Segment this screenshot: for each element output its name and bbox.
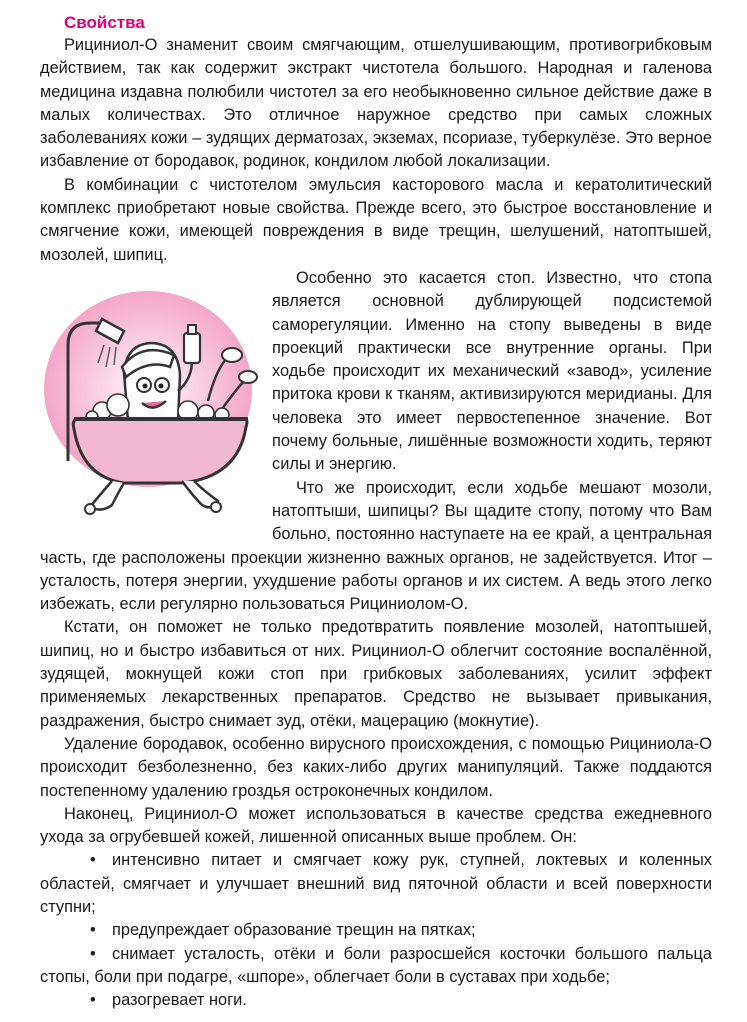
bullet-icon: • bbox=[90, 851, 96, 870]
bathtub-character-icon bbox=[32, 271, 264, 535]
bathtub bbox=[73, 419, 247, 483]
article bbox=[40, 12, 712, 1012]
bullet-icon: • bbox=[90, 921, 96, 940]
section-heading: Свойства bbox=[64, 13, 145, 32]
bottle-icon bbox=[184, 333, 200, 363]
bathtub-illustration bbox=[32, 271, 264, 535]
list-item: • разогревает ноги. bbox=[40, 989, 712, 1012]
benefits-list bbox=[40, 849, 712, 1012]
paragraph-3: Особенно это касается стоп. Известно, что стопа является основной дублирующей подсистемой саморегуляции. Именно на стопу выведены в виде проекций практически все внутренние органы. При ходьбе происходит их механический «завод», усиление притока крови к тканям, активизируются меридианы. Для человека это имеет первостепенное значение. Вот почему больные, лишённые возможности ходить, теряют силы и энергию. bbox=[272, 268, 712, 474]
bullet-icon: • bbox=[90, 991, 96, 1010]
list-item: • снимает усталость, отёки и боли разросшейся косточки большого пальца стопы, боли при подагре, «шпоре», облегчает боли в суставах при ходьбе; bbox=[40, 944, 712, 986]
paragraph-4: Что же происходит, если ходьбе мешают мозоли, натоптыши, шипицы? Вы щадите стопу, потому что Вам больно, постоянно наступаете на ее край, а центральная часть, где расположены проекции жизненно важных органов, не задействуется. Итог – усталость, потеря энергии, ухудшение работы органов и их систем. А ведь этого легко избежать, если регулярно пользоваться Рициниолом-О. bbox=[40, 478, 712, 614]
paragraph-1: Рициниол-О знаменит своим смягчающим, отшелушивающим, противогрибковым действием, так как содержит экстракт чистотела большого. Народная и галенова медицина издавна полюбили чистотел за его необыкновенно сильное действие даже в малых количествах. Это отличное наружное средство при самых сложных заболеваниях кожи – зудящих дерматозах, экземах, псориазе, туберкулёзе. Это верное избавление от бородавок, родинок, кондилом любой локализации. bbox=[40, 36, 712, 171]
paragraph-5: Кстати, он поможет не только предотвратить появление мозолей, натоптышей, шипиц, но и быстро избавиться от них. Рициниол-О облегчит состояние воспалённой, зудящей, мокнущей кожи стоп при грибковых заболеваниях, усилит эффект применяемых лекарственных препаратов. Средство не вызывает привыкания, раздражения, быстро снимает зуд, отёки, мацерацию (мокнутие). bbox=[40, 618, 712, 730]
list-item: • интенсивно питает и смягчает кожу рук, ступней, локтевых и коленных областей, смягчает и улучшает внешний вид пяточной области и всей поверхности ступни; bbox=[40, 851, 712, 916]
paragraph-6: Удаление бородавок, особенно вирусного происхождения, с помощью Рициниола-О происходит безболезненно, без каких-либо других манипуляций. Также поддаются постепенному удалению гроздья остроконечных кондилом. bbox=[40, 734, 712, 800]
list-item: • предупреждает образование трещин на пятках; bbox=[40, 919, 712, 942]
bullet-icon: • bbox=[90, 944, 96, 963]
paragraph-2: В комбинации с чистотелом эмульсия касторового масла и кератолитический комплекс приобретают новые свойства. Прежде всего, это быстрое восстановление и смягчение кожи, имеющей повреждения в виде трещин, шелушений, натоптышей, мозолей, шипиц. bbox=[40, 175, 712, 264]
paragraph-7: Наконец, Рициниол-О может использоваться в качестве средства ежедневного ухода за огрубевшей кожей, лишенной описанных выше проблем. Он: bbox=[40, 804, 712, 847]
